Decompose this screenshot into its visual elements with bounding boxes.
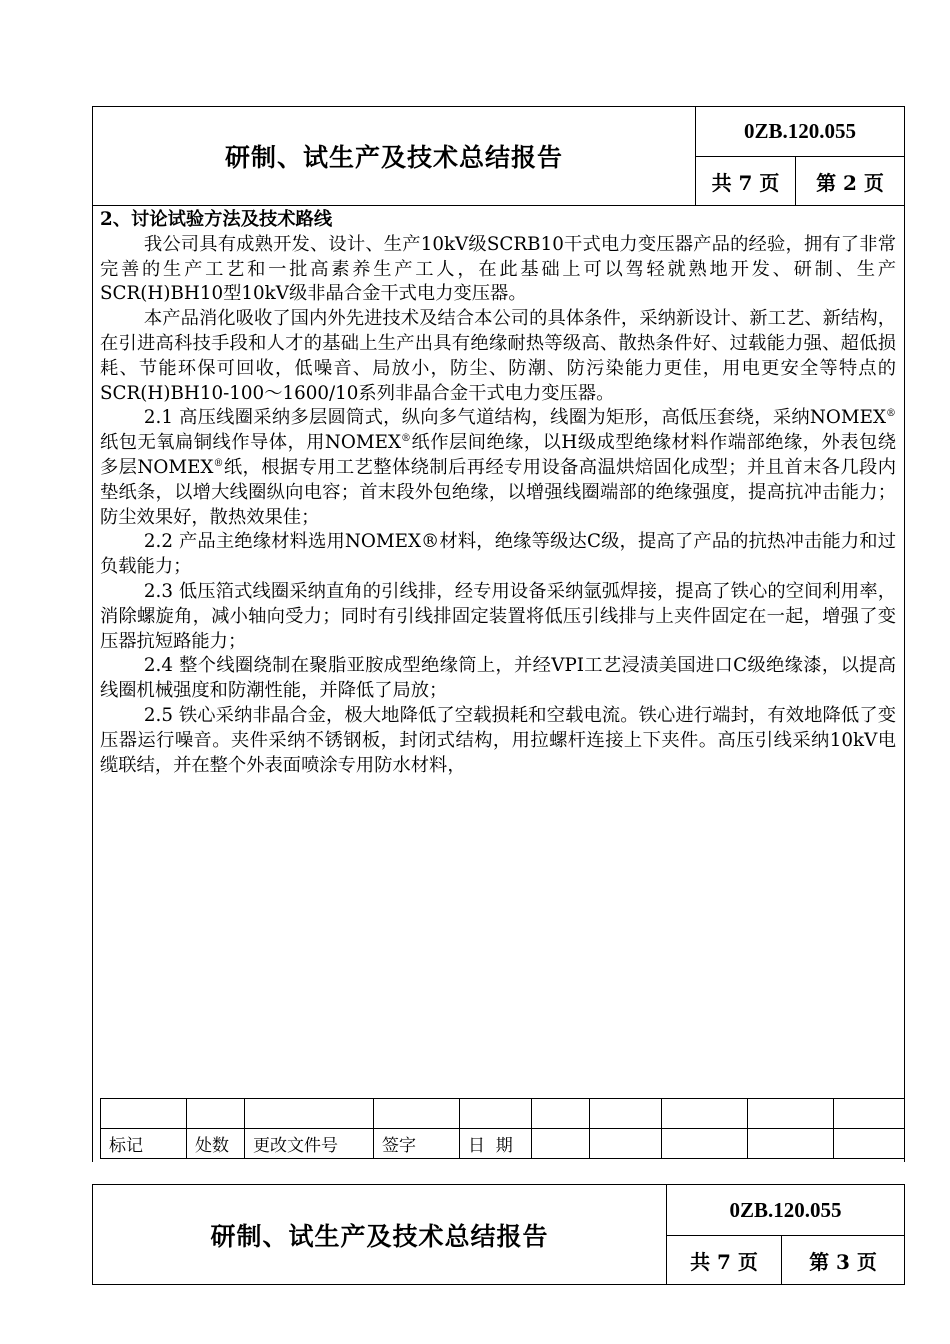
revision-mark-label: 标记 <box>109 1136 143 1156</box>
revision-date-label: 日 期 <box>468 1136 513 1156</box>
page-number-next-page: 第 3 页 <box>809 1249 877 1274</box>
paragraph-2-2: 2.2 产品主绝缘材料选用NOMEX®材料，绝缘等级达C级，提高了产品的抗热冲击能力和过负载能力； <box>100 531 896 578</box>
paragraph-2: 本产品消化吸收了国内外先进技术及结合本公司的具体条件，采纳新设计、新工艺、新结构，在引进高科技手段和人才的基础上生产出具有绝缘耐热等级高、散热条件好、过载能力强、超低损耗、节能环保可回收，低噪音、局放小，防尘、防潮、防污染能力更佳，用电更安全等特点的SCR(H)BH10-100～1600/10系列非晶合金干式电力变压器。 <box>100 308 896 404</box>
paragraph-2-5: 2.5 铁心采纳非晶合金，极大地降低了空载损耗和空载电流。铁心进行端封，有效地降低了变压器运行噪音。夹件采纳不锈钢板，封闭式结构，用拉螺杆连接上下夹件。高压引线采纳10kV电缆联结，并在整个外表面喷涂专用防水材料， <box>100 704 896 776</box>
document-number: 0ZB.120.055 <box>743 119 856 143</box>
report-body <box>100 208 896 778</box>
section-heading: 2、讨论试验方法及技术路线 <box>100 209 333 230</box>
revision-signature-label: 签字 <box>382 1136 416 1156</box>
text-run: 纸包无氧扁铜线作导体，用NOMEX <box>100 432 401 454</box>
paragraph-2-3: 2.3 低压箔式线圈采纳直角的引线排，经专用设备采纳氩弧焊接，提高了铁心的空间利用率，消除螺旋角，减小轴向受力；同时有引线排固定装置将低压引线排与上夹件固定在一起，增强了变压器抗短路能力； <box>100 580 896 652</box>
total-pages: 共 7 页 <box>711 170 780 195</box>
revision-count-label: 处数 <box>195 1136 229 1156</box>
registered-mark: ® <box>213 457 224 469</box>
revision-file-label: 更改文件号 <box>253 1136 338 1156</box>
registered-mark: ® <box>401 433 411 445</box>
text-run: 纸，根据专用工艺整体绕制后再经专用设备高温烘焙固化成型；并且首末各几段内垫纸条，以增大线圈纵向电容；首末段外包绝缘，以增强线圈端部的绝缘强度，提高抗冲击能力；防尘效果好，散热效果佳； <box>100 456 897 528</box>
text-run: 2.1 高压线圈采纳多层圆筒式，纵向多气道结构，线圈为矩形，高低压套绕，采纳NOMEX <box>143 407 886 429</box>
paragraph-2-1 <box>100 406 896 530</box>
page-number: 第 2 页 <box>816 170 884 195</box>
document-number-next-page: 0ZB.120.055 <box>729 1197 842 1222</box>
total-pages-next-page: 共 7 页 <box>690 1249 758 1274</box>
report-title: 研制、试生产及技术总结报告 <box>224 143 563 172</box>
text-run: 纸作层间绝缘，以H级成型绝缘材料作端部绝缘，外表包绕多层NOMEX <box>100 432 897 478</box>
paragraph-2-4: 2.4 整个线圈绕制在聚脂亚胺成型绝缘筒上，并经VPI工艺浸渍美国进口C级绝缘漆，以提高线圈机械强度和防潮性能，并降低了局放； <box>100 655 896 702</box>
registered-mark: ® <box>886 408 896 420</box>
paragraph-1: 我公司具有成熟开发、设计、生产10kV级SCRB10干式电力变压器产品的经验，拥有了非常完善的生产工艺和一批高素养生产工人，在此基础上可以驾轻就熟地开发、研制、生产SCR(H)BH10型10kV级非晶合金干式电力变压器。 <box>100 233 896 305</box>
report-title-next-page: 研制、试生产及技术总结报告 <box>210 1221 549 1251</box>
